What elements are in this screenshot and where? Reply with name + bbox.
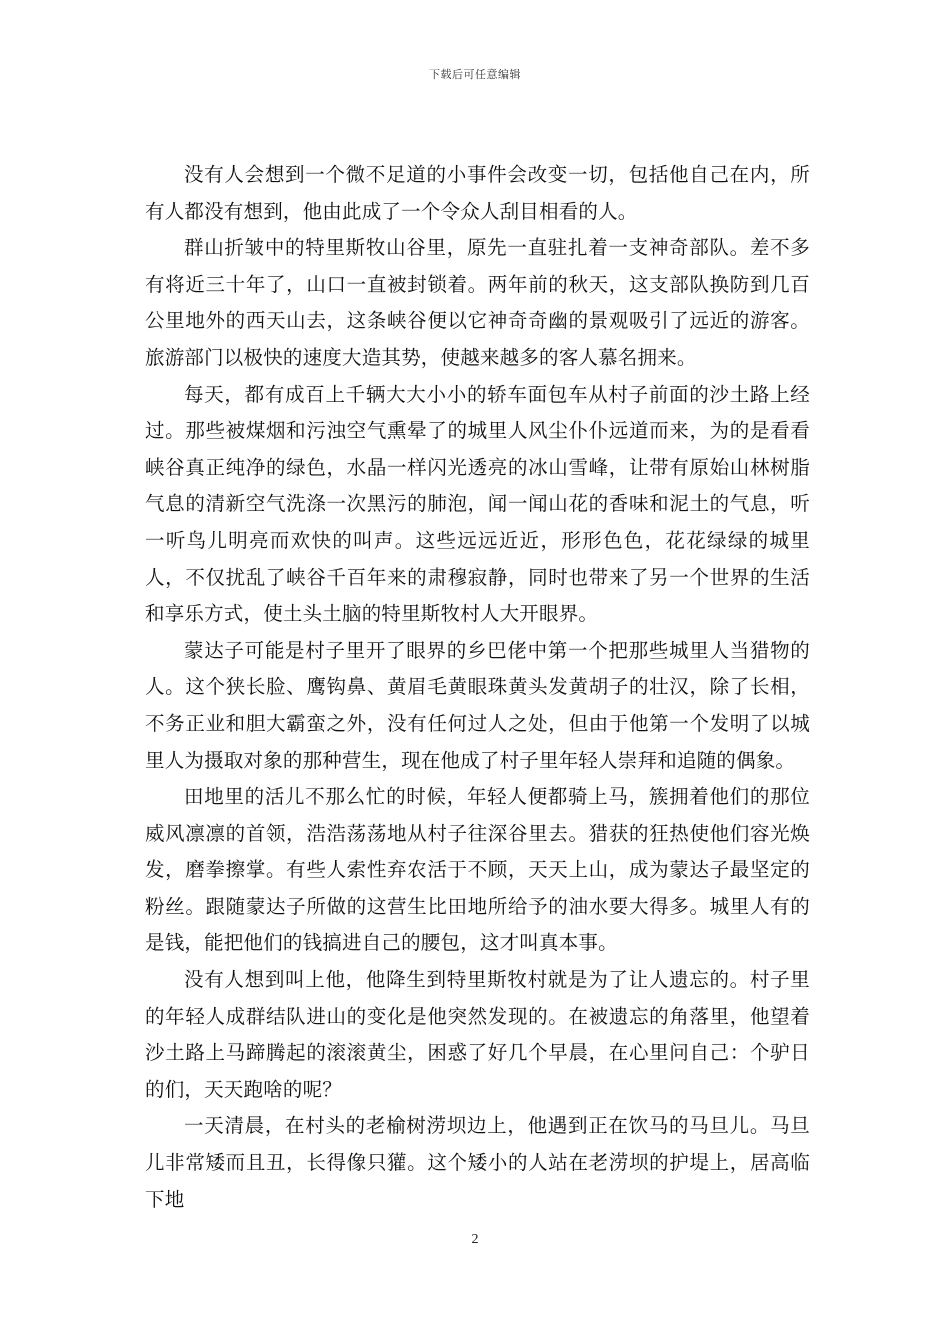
paragraph: 没有人想到叫上他，他降生到特里斯牧村就是为了让人遗忘的。村子里的年轻人成群结队进山的变化是他突然发现的。在被遗忘的角落里，他望着沙土路上马蹄腾起的滚滚黄尘，困惑了好几个早晨，在心里问自己：个驴日的们，天天跑啥的呢？ (145, 968, 810, 1101)
document-body (145, 157, 810, 1218)
page-number: 2 (471, 1232, 479, 1247)
paragraph: 没有人会想到一个微不足道的小事件会改变一切，包括他自己在内，所有人都没有想到，他由此成了一个令众人刮目相看的人。 (145, 163, 810, 223)
paragraph: 每天，都有成百上千辆大大小小的轿车面包车从村子前面的沙土路上经过。那些被煤烟和污浊空气熏晕了的城里人风尘仆仆远道而来，为的是看看峡谷真正纯净的绿色，水晶一样闪光透亮的冰山雪峰，让带有原始山林树脂气息的清新空气洗涤一次黑污的肺泡，闻一闻山花的香味和泥土的气息，听一听鸟儿明亮而欢快的叫声。这些远远近近，形形色色，花花绿绿的城里人，不仅扰乱了峡谷千百年来的肃穆寂静，同时也带来了另一个世界的生活和享乐方式，使土头土脑的特里斯牧村人大开眼界。 (145, 382, 810, 626)
paragraph: 一天清晨，在村头的老榆树涝坝边上，他遇到正在饮马的马旦儿。马旦儿非常矮而且丑，长得像只獾。这个矮小的人站在老涝坝的护堤上，居高临下地 (145, 1114, 810, 1211)
paragraph: 田地里的活儿不那么忙的时候，年轻人便都骑上马，簇拥着他们的那位威风凛凛的首领，浩浩荡荡地从村子往深谷里去。猎获的狂热使他们容光焕发，磨拳擦掌。有些人索性弃农活于不顾，天天上山，成为蒙达子最坚定的粉丝。跟随蒙达子所做的这营生比田地所给予的油水要大得多。城里人有的是钱，能把他们的钱搞进自己的腰包，这才叫真本事。 (145, 785, 810, 955)
page-header: 下载后可任意编辑 (429, 68, 521, 81)
paragraph: 蒙达子可能是村子里开了眼界的乡巴佬中第一个把那些城里人当猎物的人。这个狭长脸、鹰钩鼻、黄眉毛黄眼珠黄头发黄胡子的壮汉，除了长相，不务正业和胆大霸蛮之外，没有任何过人之处，但由于他第一个发明了以城里人为摄取对象的那种营生，现在他成了村子里年轻人崇拜和追随的偶象。 (145, 638, 810, 772)
paragraph: 群山折皱中的特里斯牧山谷里，原先一直驻扎着一支神奇部队。差不多有将近三十年了，山口一直被封锁着。两年前的秋天，这支部队换防到几百公里地外的西天山去，这条峡谷便以它神奇奇幽的景观吸引了远近的游客。旅游部门以极快的速度大造其势，使越来越多的客人慕名拥来。 (145, 236, 810, 369)
